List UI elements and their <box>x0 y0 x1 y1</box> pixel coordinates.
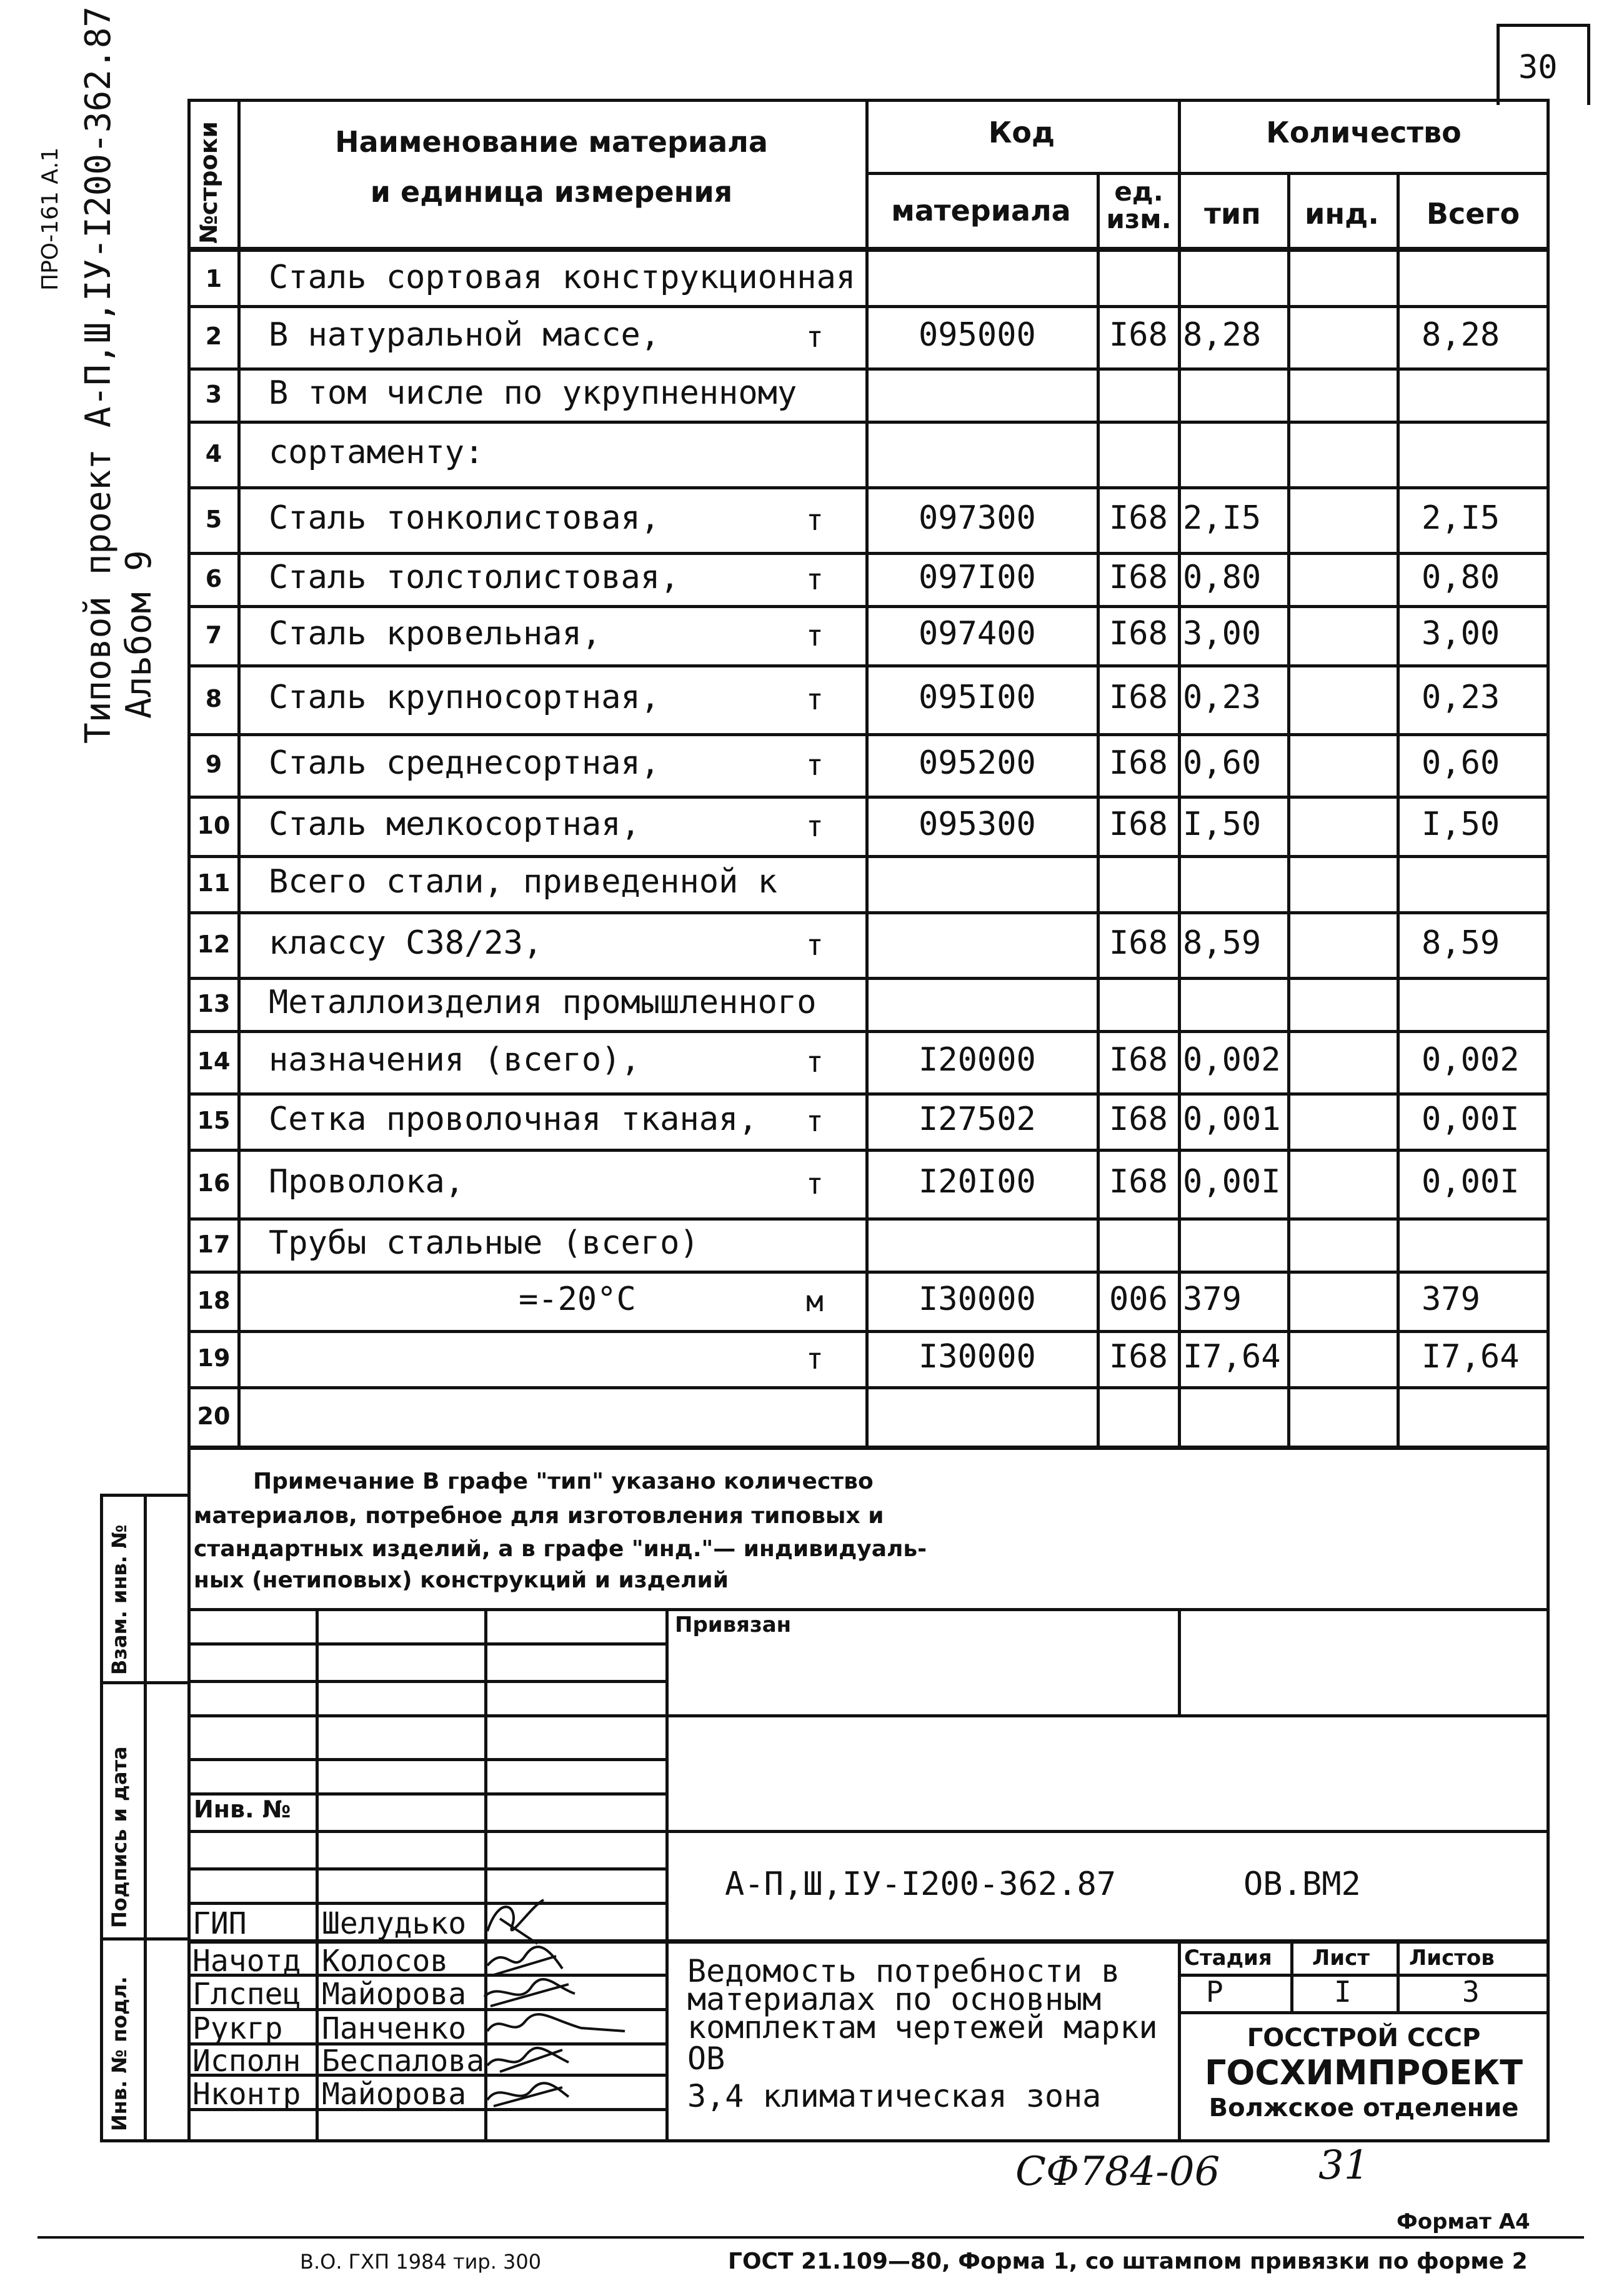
material-code: 097I00 <box>919 558 1036 596</box>
material-name: Сталь сортовая конструкционная <box>269 258 856 296</box>
staff-name: Майорова <box>322 1977 467 2012</box>
qty-total: 0,60 <box>1422 744 1500 782</box>
material-name: Сталь крупносортная, <box>269 679 660 716</box>
doc-name-1: Ведомость потребности в <box>687 1953 1120 1989</box>
unit: т <box>806 809 824 843</box>
row-number: 17 <box>197 1230 231 1258</box>
staff-name: Майорова <box>322 2077 467 2112</box>
header-code-unit: ед. изм. <box>1106 176 1172 235</box>
signature-1 <box>487 1900 544 1944</box>
note-line1: Примечание В графе "тип" указано количество <box>253 1469 874 1494</box>
row-number: 16 <box>197 1169 231 1197</box>
header-name-line2: и единица измерения <box>370 175 733 209</box>
unit: т <box>806 502 824 537</box>
sheet-value: I <box>1334 1975 1352 2009</box>
qty-total: 3,00 <box>1422 614 1500 652</box>
material-name: классу С38/23, <box>269 924 543 962</box>
unit: т <box>806 1045 824 1079</box>
qty-total: 0,002 <box>1422 1041 1520 1079</box>
unit: т <box>806 618 824 652</box>
note-line2: материалов, потребное для изготовления типовых и <box>194 1503 884 1529</box>
row-number: 12 <box>197 930 231 958</box>
qty-type: 8,59 <box>1183 924 1262 962</box>
margin-inv-podl: Инв. № подл. <box>107 1976 131 2131</box>
qty-total: 2,I5 <box>1422 499 1500 537</box>
material-code: 097400 <box>919 614 1036 652</box>
staff-role: Начотд <box>192 1944 301 1979</box>
material-code: I30000 <box>919 1338 1036 1376</box>
signature-5 <box>487 2048 569 2072</box>
unit-code: I68 <box>1109 614 1168 652</box>
unit: т <box>806 562 824 596</box>
qty-total: 8,59 <box>1422 924 1500 962</box>
side-project-title: Типовой проект А-П,Ш,IУ-I200-362.87 <box>78 6 119 744</box>
qty-type: 0,23 <box>1183 679 1262 716</box>
unit-code: I68 <box>1109 805 1168 843</box>
material-code: 095I00 <box>919 679 1036 716</box>
material-name: Сетка проволочная тканая, <box>269 1101 758 1138</box>
doc-name-4: ОВ <box>687 2041 725 2077</box>
header-name-line1: Наименование материала <box>335 125 768 159</box>
row-number: 11 <box>197 869 231 897</box>
material-code: 095300 <box>919 805 1036 843</box>
row-number: 15 <box>197 1107 231 1134</box>
header-qty-ind: инд. <box>1305 197 1379 231</box>
qty-type: I7,64 <box>1183 1338 1281 1376</box>
unit: т <box>806 927 824 962</box>
staff-name: Панченко <box>322 2011 467 2046</box>
note-line4: ных (нетиповых) конструкций и изделий <box>194 1567 729 1593</box>
row-number: 10 <box>197 811 231 839</box>
unit: т <box>806 1167 824 1201</box>
qty-type: 0,60 <box>1183 744 1262 782</box>
inv-no-label: Инв. № <box>194 1796 291 1823</box>
material-code: 095000 <box>919 316 1036 354</box>
signature-3 <box>484 1979 575 2006</box>
margin-podpis-data: Подпись и дата <box>107 1746 131 1928</box>
row-number: 9 <box>205 751 222 778</box>
qty-type: 379 <box>1183 1280 1242 1318</box>
material-code: 095200 <box>919 744 1036 782</box>
note-line3: стандартных изделий, а в графе "инд."— индивидуаль- <box>194 1536 927 1562</box>
material-name: Трубы стальные (всего) <box>269 1224 699 1262</box>
unit-code: I68 <box>1109 1041 1168 1079</box>
unit-code: I68 <box>1109 679 1168 716</box>
staff-role: Рукгр <box>192 2011 283 2046</box>
qty-total: I7,64 <box>1422 1338 1520 1376</box>
qty-type: 0,80 <box>1183 558 1262 596</box>
material-code: I20000 <box>919 1041 1036 1079</box>
unit: т <box>806 1104 824 1138</box>
unit: т <box>806 1342 824 1376</box>
signature-6 <box>487 2083 569 2106</box>
qty-type: I,50 <box>1183 805 1262 843</box>
material-name: Проволока, <box>269 1163 465 1201</box>
unit-code: 006 <box>1109 1280 1168 1318</box>
row-number: 3 <box>205 380 222 408</box>
qty-total: 379 <box>1422 1280 1480 1318</box>
qty-type: 8,28 <box>1183 316 1262 354</box>
material-code: I30000 <box>919 1280 1036 1318</box>
stage-value: Р <box>1206 1975 1223 2009</box>
row-number: 1 <box>205 264 222 292</box>
material-code: 097300 <box>919 499 1036 537</box>
material-name: =-20°С <box>519 1280 636 1318</box>
stage-label: Стадия <box>1184 1946 1272 1971</box>
staff-name: Колосов <box>322 1944 449 1979</box>
staff-role: Глспец <box>192 1977 301 2012</box>
unit: т <box>806 682 824 716</box>
qty-total: 8,28 <box>1422 316 1500 354</box>
material-name: В натуральной массе, <box>269 316 660 354</box>
header-row-number: №строки <box>195 121 222 244</box>
material-code: I27502 <box>919 1101 1036 1138</box>
row-number: 4 <box>205 439 222 467</box>
qty-total: 0,80 <box>1422 558 1500 596</box>
material-name: Металлоизделия промышленного <box>269 983 817 1021</box>
sheet-number: 30 <box>1518 49 1558 86</box>
staff-role: Исполн <box>192 2044 301 2079</box>
row-number: 20 <box>197 1402 231 1430</box>
material-code: I20I00 <box>919 1163 1036 1201</box>
side-doc-ref: ПРО-161 А.1 <box>37 147 63 291</box>
unit-code: I68 <box>1109 499 1168 537</box>
sheets-value: 3 <box>1462 1975 1480 2009</box>
staff-role: ГИП <box>192 1906 247 1941</box>
row-number: 2 <box>205 322 222 350</box>
mark: ОВ.ВМ2 <box>1243 1866 1361 1903</box>
material-name: Сталь мелкосортная, <box>269 805 640 843</box>
footer-left: В.О. ГХП 1984 тир. 300 <box>300 2250 542 2274</box>
row-number: 18 <box>197 1286 231 1314</box>
qty-type: 0,00I <box>1183 1163 1281 1201</box>
material-name: назначения (всего), <box>269 1041 640 1079</box>
side-album: Альбом 9 <box>119 550 159 719</box>
qty-type: 2,I5 <box>1183 499 1262 537</box>
material-name: В том числе по укрупненному <box>269 374 797 412</box>
unit-code: I68 <box>1109 924 1168 962</box>
staff-role: Нконтр <box>192 2077 301 2112</box>
doc-name-3: комплектам чертежей марки <box>687 2009 1158 2046</box>
material-name: Всего стали, приведенной к <box>269 863 777 901</box>
signature-2 <box>487 1947 562 1975</box>
header-quantity: Количество <box>1266 116 1462 149</box>
staff-name: Шелудько <box>322 1906 467 1941</box>
org-line1: ГОССТРОЙ СССР <box>1247 2024 1481 2052</box>
material-name: Сталь среднесортная, <box>269 744 660 782</box>
material-name: Сталь тонколистовая, <box>269 499 660 537</box>
qty-type: 3,00 <box>1183 614 1262 652</box>
unit-code: I68 <box>1109 744 1168 782</box>
qty-total: 0,00I <box>1422 1101 1520 1138</box>
margin-vzam-inv: Взам. инв. № <box>107 1524 131 1675</box>
unit-code: I68 <box>1109 558 1168 596</box>
doc-name-2: материалах по основным <box>687 1981 1102 2017</box>
row-number: 7 <box>205 621 222 649</box>
unit-code: I68 <box>1109 1101 1168 1138</box>
header-code: Код <box>988 116 1055 149</box>
designation: А-П,Ш,IУ-I200-362.87 <box>725 1866 1117 1903</box>
qty-total: 0,00I <box>1422 1163 1520 1201</box>
row-number: 13 <box>197 989 231 1017</box>
org-line2: ГОСХИМПРОЕКТ <box>1204 2053 1523 2092</box>
format-label: Формат А4 <box>1397 2209 1530 2234</box>
sheet-label: Лист <box>1312 1946 1370 1971</box>
unit-code: I68 <box>1109 1338 1168 1376</box>
header-qty-total: Всего <box>1426 197 1520 231</box>
row-number: 8 <box>205 685 222 712</box>
footer-right: ГОСТ 21.109—80, Форма 1, со штампом привязки по форме 2 <box>728 2249 1528 2274</box>
org-line3: Волжское отделение <box>1208 2094 1519 2122</box>
qty-total: 0,23 <box>1422 679 1500 716</box>
handwritten-code: СФ784-06 <box>1015 2149 1220 2195</box>
unit-code: I68 <box>1109 316 1168 354</box>
unit: т <box>806 320 824 354</box>
row-number: 5 <box>205 505 222 533</box>
material-name: Сталь кровельная, <box>269 614 602 652</box>
header-code-material: материала <box>891 194 1071 227</box>
privyazan-label: Привязан <box>675 1612 792 1637</box>
signatures <box>475 1881 662 2144</box>
staff-name: Беспалова <box>322 2044 485 2079</box>
row-number: 19 <box>197 1344 231 1372</box>
qty-total: I,50 <box>1422 805 1500 843</box>
row-number: 6 <box>205 564 222 592</box>
sheets-label: Листов <box>1409 1946 1495 1971</box>
material-name: Сталь толстолистовая, <box>269 558 680 596</box>
doc-name-5: 3,4 климатическая зона <box>687 2078 1102 2114</box>
row-number: 14 <box>197 1047 231 1075</box>
material-name: сортаменту: <box>269 433 484 471</box>
unit: т <box>806 748 824 782</box>
unit: м <box>806 1284 824 1318</box>
signature-4 <box>487 2014 625 2031</box>
handwritten-page: 31 <box>1318 2142 1370 2189</box>
qty-type: 0,001 <box>1183 1101 1281 1138</box>
qty-type: 0,002 <box>1183 1041 1281 1079</box>
header-qty-type: тип <box>1204 197 1261 231</box>
unit-code: I68 <box>1109 1163 1168 1201</box>
